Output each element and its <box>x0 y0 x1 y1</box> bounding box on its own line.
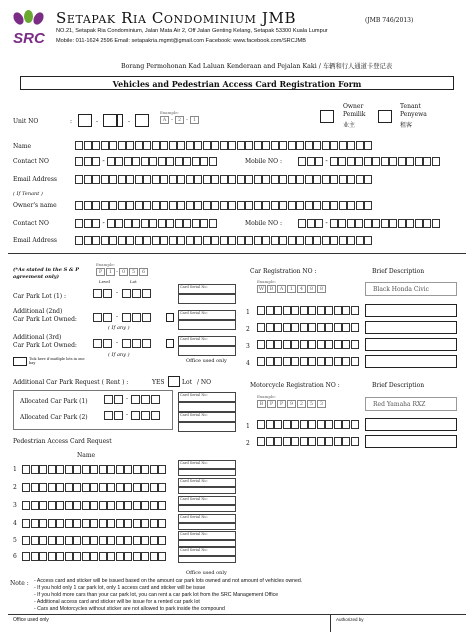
org-contacts: Mobile: 011-1624 2596 Email: setapakria.mgmt@gmail.com Facebook: www.facebook.com/SRCJMB <box>56 38 306 44</box>
carpark-note: (*As stated in the S & P agreement only) <box>13 267 80 280</box>
example-cell: A <box>277 285 286 293</box>
rent-yes: YES <box>152 379 165 386</box>
form-subtitle: Borang Permohonan Kad Laluan Kenderaan and Pejalan Kaki / 车辆和行人通道卡登记表 <box>121 63 393 70</box>
allocated1-label: Allocated Car Park (1) <box>20 398 88 405</box>
example-cell: B <box>267 285 276 293</box>
car-desc-input[interactable] <box>365 338 457 351</box>
allocated2-label: Allocated Car Park (2) <box>20 414 88 421</box>
card-serial-box <box>178 522 236 530</box>
ped-row-num: 6 <box>13 553 17 560</box>
ped-row-num: 3 <box>13 502 17 509</box>
level-label: Level <box>99 279 110 284</box>
example-cell: 8 <box>307 285 316 293</box>
footer-office-label: Office used only <box>13 617 49 623</box>
example-cell: B <box>257 400 266 408</box>
jmb-number: (JMB 746/2013) <box>365 17 414 24</box>
mobile-label: Mobile NO : <box>245 158 282 165</box>
mobile-label-2: Mobile NO : <box>245 220 282 227</box>
pedestrian-office-use: Office used only <box>186 570 227 576</box>
card-serial-box <box>178 346 236 356</box>
carpark-example: P 1 - 0 5 6 <box>96 268 148 276</box>
car-example-label: Example: <box>257 279 276 284</box>
notes-label: Note : <box>10 580 29 587</box>
card-serial-box: Card Serial No: <box>178 284 236 294</box>
card-serial-box: Card Serial No: <box>178 514 236 524</box>
ped-row-num: 5 <box>13 537 17 544</box>
example-cell: 8 <box>317 285 326 293</box>
car-row-num: 4 <box>246 360 250 367</box>
pedestrian-name-input[interactable] <box>22 501 167 510</box>
unit-block-input[interactable] <box>78 114 92 127</box>
if-any-label: ( If any ) <box>108 325 130 331</box>
card-serial-box <box>178 320 236 330</box>
footer-authorized-label: Authorized by <box>336 617 364 622</box>
example-cell: 3 <box>317 400 326 408</box>
card-serial-box <box>178 294 236 304</box>
name-input[interactable] <box>75 141 373 150</box>
mobile-input[interactable]: - <box>298 157 440 166</box>
card-serial-box <box>178 422 236 432</box>
owner-label: Owner <box>343 103 364 110</box>
car-example <box>257 285 326 293</box>
car-reg-title: Car Registration NO : <box>250 268 317 275</box>
unit-example: A - 2 - 1 <box>160 116 199 124</box>
moto-example-label: Example: <box>257 394 276 399</box>
contact-input-2[interactable]: - <box>75 219 217 228</box>
ped-row-num: 4 <box>13 520 17 527</box>
card-serial-box: Card Serial No: <box>178 478 236 488</box>
ped-row-num: 2 <box>13 484 17 491</box>
colon: : <box>70 118 73 125</box>
logo <box>8 12 50 52</box>
example-cell: 1 <box>287 285 296 293</box>
lot2-input[interactable]: - <box>93 313 151 322</box>
pedestrian-name-input[interactable] <box>22 483 167 492</box>
pedestrian-name-header: Name <box>77 452 96 459</box>
car-desc-input[interactable] <box>365 321 457 334</box>
allocated2-input[interactable]: - <box>104 411 160 420</box>
tick-note: Tick here if mutliple lots in one bay <box>29 357 85 365</box>
unit-no-label: Unit NO <box>13 118 39 125</box>
example-cell: 9 <box>287 400 296 408</box>
owner-malay: Pemilik <box>343 111 366 118</box>
contact-label-2: Contact NO <box>13 220 49 227</box>
moto-row-num: 1 <box>246 423 250 430</box>
owner-cn: 业主 <box>343 122 356 129</box>
moto-title: Motorcycle Registration NO : <box>250 382 340 389</box>
unit-number-input[interactable] <box>135 114 149 127</box>
note-item: - Cars and Motorcycles without sticker are not allowed to park inside the compound <box>34 606 225 612</box>
owner-name-input[interactable] <box>75 201 373 210</box>
example-cell: 6 <box>139 268 148 276</box>
moto-brief-title: Brief Description <box>372 382 425 389</box>
pedestrian-title: Pedestrian Access Card Request <box>13 438 112 445</box>
car-plate-input[interactable] <box>257 357 359 366</box>
email-label: Email Address <box>13 176 57 183</box>
card-serial-box <box>178 468 236 476</box>
org-address: NO.21, Setapak Ria Condominium, Jalan Mata Air 2, Off Jalan Genting Kelang, Setapak 53300 Kuala Lumpur <box>56 28 328 34</box>
card-serial-box <box>178 402 236 412</box>
example-cell: A <box>160 116 169 124</box>
car-desc-input[interactable] <box>365 355 457 368</box>
pedestrian-name-input[interactable] <box>22 519 167 528</box>
lot-label: Lot <box>130 279 137 284</box>
car-brief-title: Brief Description <box>372 268 425 275</box>
lot1-input[interactable]: - <box>93 289 151 298</box>
footer-divider <box>8 614 466 615</box>
card-serial-box <box>178 504 236 512</box>
example-cell: W <box>258 286 265 292</box>
tick-sample-box <box>13 357 27 366</box>
additional3b-label: Car Park Lot Owned: <box>13 342 77 349</box>
owners-name-label: Owner's name <box>13 202 57 209</box>
moto-desc-input[interactable] <box>365 418 457 431</box>
rent-lot-count-input[interactable] <box>168 376 180 387</box>
office-use-label: Office used only <box>186 358 227 364</box>
if-any-label-2: ( If any ) <box>108 352 130 358</box>
example-cell: 0 <box>119 268 128 276</box>
pedestrian-name-input[interactable] <box>22 552 167 561</box>
card-serial-box <box>178 555 236 563</box>
lot3-tick-checkbox[interactable] <box>166 339 174 348</box>
example-cell: 2 <box>175 116 184 124</box>
email-input-2[interactable] <box>75 236 373 245</box>
car-example-desc: Black Honda Civic <box>373 286 430 293</box>
email-input[interactable] <box>75 175 373 184</box>
lot1-label: Car Park Lot (1) : <box>13 293 67 300</box>
unit-floor-input-2[interactable] <box>117 114 123 127</box>
card-serial-box: Card Serial No: <box>178 336 236 346</box>
car-row-num: 3 <box>246 343 250 350</box>
moto-row-num: 2 <box>246 440 250 447</box>
tenant-cn: 租客 <box>400 122 413 129</box>
car-plate-input[interactable] <box>257 340 359 349</box>
example-cell: 5 <box>307 400 316 408</box>
tenant-label: Tenant <box>400 103 421 110</box>
additional2-label: Additional (2nd) <box>13 308 63 315</box>
car-plate-input[interactable] <box>257 323 359 332</box>
logo-leaf-icon <box>24 10 33 23</box>
if-tenant-label: ( If Tenant ) <box>13 191 43 197</box>
unit-floor-input[interactable] <box>103 114 117 127</box>
card-serial-box: Card Serial No: <box>178 496 236 506</box>
card-serial-box: Card Serial No: <box>178 310 236 320</box>
logo-leaf-icon <box>31 11 45 27</box>
example-cell: P <box>96 268 105 276</box>
org-title: Setapak Ria Condominium JMB <box>56 9 297 27</box>
pedestrian-name-input[interactable] <box>22 536 167 545</box>
moto-example <box>257 400 326 408</box>
card-serial-box: Card Serial No: <box>178 412 236 422</box>
moto-desc-input[interactable] <box>365 435 457 448</box>
additional3-label: Additional (3rd) <box>13 334 62 341</box>
note-item: - If you hold only 1 car park lot, only 1 access card and sticker will be issue <box>34 585 206 591</box>
example-cell: P <box>277 400 286 408</box>
lot2-tick-checkbox[interactable] <box>166 313 174 322</box>
form-title: Vehicles and Pedestrian Access Card Registration Form <box>112 79 362 89</box>
note-item: - Access card and sticker will be issued based on the amount car park lots owned and not amount of vehicles owned. <box>34 578 303 584</box>
tenant-malay: Penyewa <box>400 111 427 118</box>
name-label: Name <box>13 143 32 150</box>
card-serial-box <box>178 486 236 494</box>
moto-plate-input[interactable] <box>257 437 359 446</box>
pedestrian-name-input[interactable] <box>22 465 167 474</box>
rent-no: / NO <box>197 379 212 386</box>
ped-row-num: 1 <box>13 466 17 473</box>
contact-input[interactable]: - <box>75 157 217 166</box>
divider <box>8 253 466 254</box>
rent-title: Additional Car Park Request ( Rent ) : <box>13 379 129 386</box>
carpark-example-label: Example: <box>96 262 115 267</box>
card-serial-box: Card Serial No: <box>178 392 236 402</box>
moto-plate-input[interactable] <box>257 420 359 429</box>
dash: - <box>96 118 99 125</box>
card-serial-box: Card Serial No: <box>178 531 236 541</box>
moto-example-desc: Red Yamaha RXZ <box>373 401 426 408</box>
example-label: Example: <box>160 110 179 115</box>
rent-lot: Lot <box>182 379 193 386</box>
example-cell: 4 <box>297 285 306 293</box>
car-desc-input[interactable] <box>365 304 457 317</box>
card-serial-box: Card Serial No: <box>178 547 236 557</box>
footer-vline <box>330 614 331 632</box>
card-serial-box: Card Serial No: <box>178 460 236 470</box>
note-item: - Additional access card and sticker will be issue for a rented car park lot <box>34 599 200 605</box>
contact-label: Contact NO <box>13 158 49 165</box>
example-cell: 1 <box>106 268 115 276</box>
tenant-checkbox[interactable] <box>378 110 392 123</box>
note-item: - If you hold more cars than your car park lot, you can rent a car park lot from the SRC Management Office <box>34 592 279 598</box>
email-label-2: Email Address <box>13 237 57 244</box>
mobile-input-2[interactable]: - <box>298 219 440 228</box>
lot3-input[interactable]: - <box>93 339 151 348</box>
logo-text: SRC <box>13 30 45 47</box>
example-cell: 2 <box>297 400 306 408</box>
example-cell: 5 <box>129 268 138 276</box>
car-row-num: 1 <box>246 309 250 316</box>
dash: - <box>128 118 131 125</box>
additional2b-label: Car Park Lot Owned: <box>13 316 77 323</box>
car-plate-input[interactable] <box>257 306 359 315</box>
example-cell: 1 <box>190 116 199 124</box>
allocated1-input[interactable]: - <box>104 395 160 404</box>
owner-checkbox[interactable] <box>320 110 334 123</box>
card-serial-box <box>178 539 236 547</box>
car-row-num: 2 <box>246 326 250 333</box>
example-cell: P <box>267 400 276 408</box>
